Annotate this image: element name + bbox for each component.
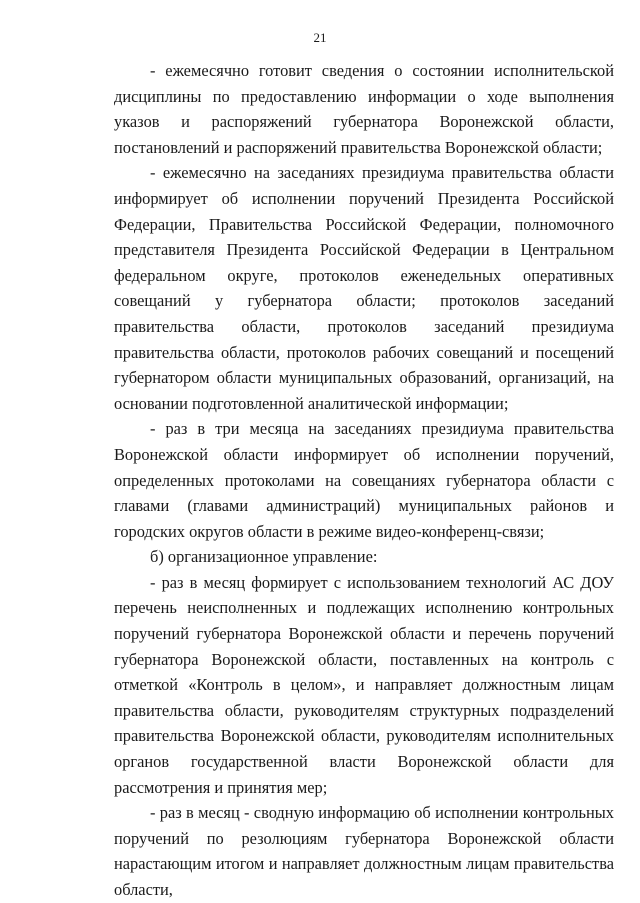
paragraph-monthly-presidium: - ежемесячно на заседаниях президиума правительства области информирует об исполнении поручений Президента Российской Федерации, Правительства Российской Федерации, полномочного представителя Президента Российской Федерации в Центральном федеральном округе, протоколов еженедельных оперативных совещаний у губернатора области; протоколов заседаний правительства области, протоколов заседаний президиума правительства области, протоколов рабочих совещаний и посещений губернатором области муниципальных образований, организаций, на основании подготовленной аналитической информации; (114, 163, 614, 413)
paragraph-monthly-list: - раз в месяц формирует с использованием технологий АС ДОУ перечень неисполненных и подлежащих исполнению контрольных поручений губернатора Воронежской области и перечень поручений губернатора Воронежской области, поставленных на контроль с отметкой «Контроль в целом», и направляет должностным лицам правительства области, руководителям структурных подразделений правительства Воронежской области, руководителям исполнительных органов государственной власти Воронежской области для рассмотрения и принятия мер; (114, 572, 614, 797)
page-number: 21 (313, 30, 327, 45)
document-body (114, 58, 614, 903)
paragraph-monthly-summary: - раз в месяц - сводную информацию об исполнении контрольных поручений по резолюциям губернатора Воронежской области нарастающим итогом и направляет должностным лицам правительства области, (114, 803, 614, 899)
paragraph-discipline-info: - ежемесячно готовит сведения о состоянии исполнительской дисциплины по предоставлению информации о ходе выполнения указов и распоряжений губернатора Воронежской области, постановлений и распоряжений правительства Воронежской области; (114, 61, 614, 157)
paragraph-quarterly-presidium: - раз в три месяца на заседаниях президиума правительства Воронежской области информирует об исполнении поручений, определенных протоколами на совещаниях губернатора области с главами (главами администраций) муниципальных районов и городских округов области в режиме видео-конференц-связи; (114, 419, 614, 541)
paragraph-org-department-heading: б) организационное управление: (150, 547, 378, 567)
